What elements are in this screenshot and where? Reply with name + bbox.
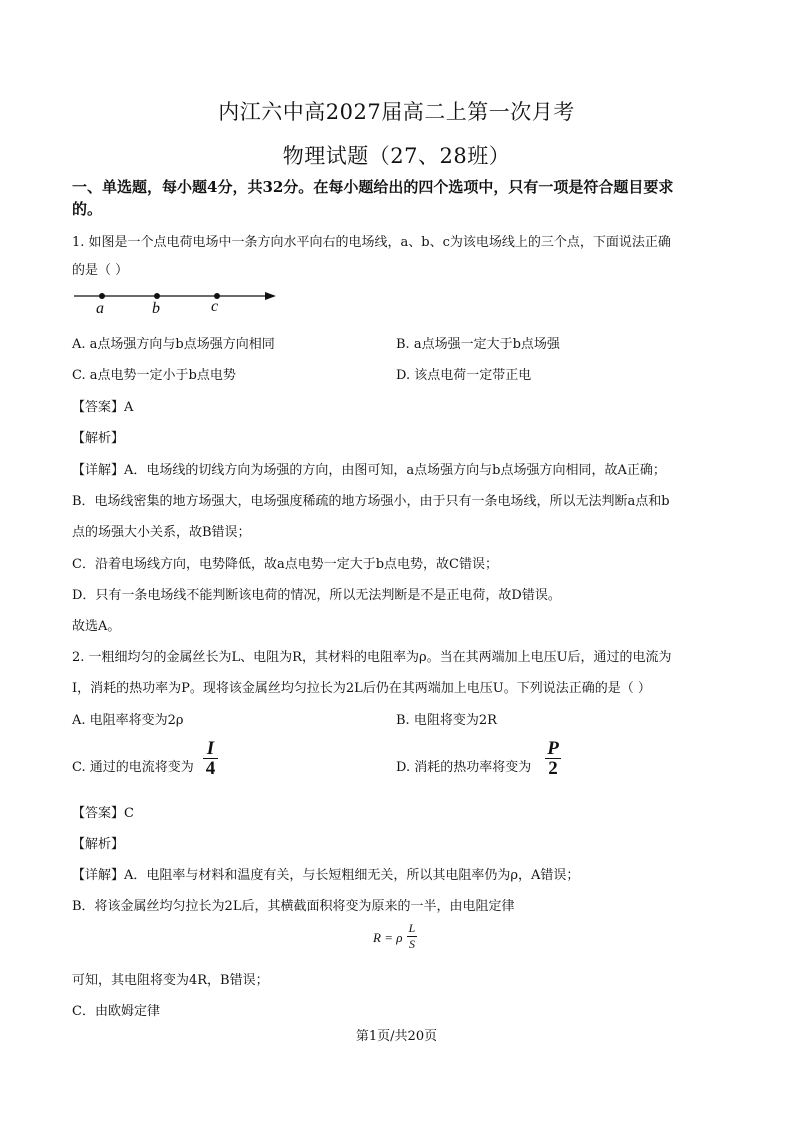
q1-option-b: B. a点场强一定大于b点场强 (396, 337, 560, 352)
label-b: b (152, 300, 160, 317)
q1-analysis-label: 【解析】 (72, 431, 125, 446)
q2-analysis-label: 【解析】 (72, 837, 125, 852)
point-a-dot (99, 293, 105, 299)
formula-fraction (407, 922, 417, 951)
q2-stem-line2: I，消耗的热功率为P。现将该金属丝均匀拉长为2L后仍在其两端加上电压U。下列说法正确的是（ ） (72, 681, 651, 696)
q2-detail-2: B．将该金属丝均匀拉长为2L后，其横截面积将变为原来的一半，由电阻定律 (72, 899, 515, 914)
q2-option-c-fraction (203, 740, 218, 777)
q1-option-c: C. a点电势一定小于b点电势 (72, 368, 236, 383)
fraction-numerator: P (547, 738, 559, 759)
q2-answer: 【答案】C (72, 806, 134, 821)
label-c: c (211, 298, 219, 315)
exam-subtitle: 物理试题（27、28班） (282, 144, 511, 168)
q2-option-d: D. 消耗的热功率将变为 (396, 760, 532, 775)
q1-option-d: D. 该点电荷一定带正电 (396, 368, 532, 383)
q2-detail-4: C．由欧姆定律 (72, 1004, 160, 1019)
formula-denominator: S (409, 937, 415, 951)
formula-numerator: L (408, 921, 416, 935)
q1-detail-2: B．电场线密集的地方场强大，电场强度稀疏的地方场强小，由于只有一条电场线，所以无法判断a点和b (72, 494, 670, 509)
section-heading-line1: 一、单选题，每小题4分，共32分。在每小题给出的四个选项中，只有一项是符合题目要求 (72, 178, 674, 196)
page-number: 第1页/共20页 (355, 1029, 438, 1044)
q2-option-a: A. 电阻率将变为2ρ (72, 713, 184, 728)
point-b-dot (154, 293, 160, 299)
q1-stem-line2: 的是（ ） (72, 263, 129, 278)
q2-option-d-fraction (545, 740, 561, 777)
q1-stem-line1: 1. 如图是一个点电荷电场中一条方向水平向右的电场线，a、b、c为该电场线上的三个点，下面说法正确 (72, 235, 671, 250)
q1-detail-3: 点的场强大小关系，故B错误； (72, 525, 251, 540)
q2-stem-line1: 2. 一粗细均匀的金属丝长为L、电阻为R，其材料的电阻率为ρ。当在其两端加上电压U后，通过的电流为 (72, 650, 672, 665)
q1-conclusion: 故选A。 (72, 619, 121, 634)
q1-option-a: A. a点场强方向与b点场强方向相同 (72, 337, 275, 352)
q2-detail-3: 可知，其电阻将变为4R，B错误； (72, 973, 269, 988)
q1-detail-5: D．只有一条电场线不能判断该电荷的情况，所以无法判断是不是正电荷，故D错误。 (72, 588, 561, 603)
q2-option-c: C. 通过的电流将变为 (72, 760, 194, 775)
section-heading-line2: 的。 (72, 200, 103, 218)
q1-answer: 【答案】A (72, 400, 134, 415)
exam-title: 内江六中高2027届高二上第一次月考 (218, 100, 575, 124)
fraction-numerator: I (206, 738, 215, 759)
label-a: a (96, 300, 104, 317)
q1-detail-1: 【详解】A．电场线的切线方向为场强的方向，由图可知，a点场强方向与b点场强方向相同，故A正确； (72, 463, 666, 478)
fraction-denominator: 4 (205, 758, 216, 779)
fraction-denominator: 2 (548, 758, 558, 779)
q2-option-b: B. 电阻将变为2R (396, 713, 497, 728)
q1-detail-4: C．沿着电场线方向，电势降低，故a点电势一定大于b点电势，故C错误； (72, 557, 498, 572)
formula-lhs: R = ρ (373, 930, 403, 945)
q2-detail-1: 【详解】A．电阻率与材料和温度有关，与长短粗细无关，所以其电阻率仍为ρ，A错误； (72, 868, 580, 883)
